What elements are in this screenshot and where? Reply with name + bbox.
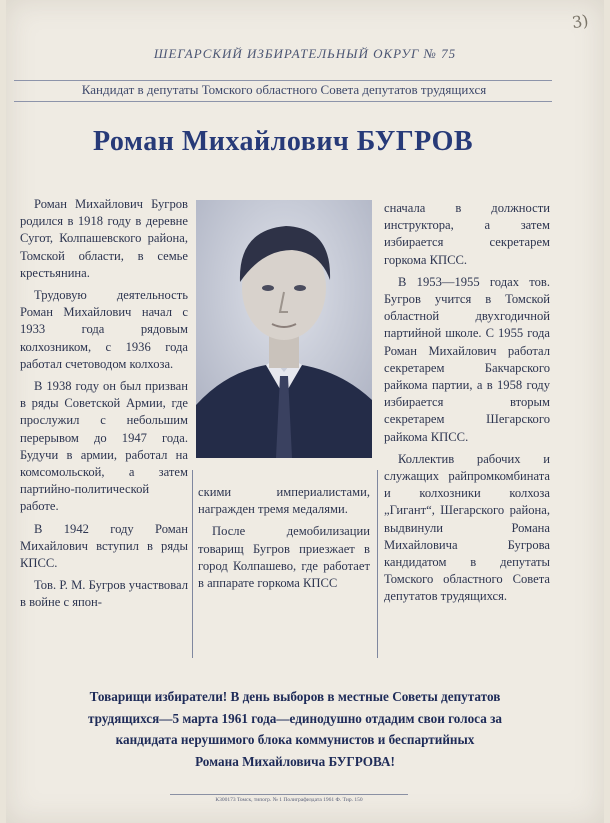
paragraph: В 1953—1955 годах тов. Бугров учится в Томской областной двухгодичной партийной школе. С 1955 года Роман Михайлович работал секретарем Бакчарского райкома партии, а в 1958 году избирается вторым секретарем Шегарского райкома КПСС. <box>384 274 550 444</box>
biography-column-2 <box>198 484 370 597</box>
divider <box>14 101 552 102</box>
appeal-line: трудящихся—5 марта 1961 года—единодушно отдадим свои голоса за <box>88 710 502 726</box>
column-divider <box>192 470 193 658</box>
appeal-to-voters <box>40 686 550 772</box>
biography-column-3 <box>384 200 550 611</box>
handwritten-mark: 3) <box>570 10 590 33</box>
appeal-line: Романа Михайловича БУГРОВА! <box>195 753 395 769</box>
paragraph: В 1938 году он был призван в ряды Советской Армии, где прослужил с небольшим перерывом до 1947 года. Будучи в армии, работал на комсомольской, а затем партийно-политической работе. <box>20 379 188 514</box>
column-divider <box>377 470 378 658</box>
printer-imprint: К300173 Томск, типогр. № 1 Полиграфиздата 1961 Ф. Тир. 150 <box>170 794 408 803</box>
candidacy-line: Кандидат в депутаты Томского областного Совета депутатов трудящихся <box>81 82 487 97</box>
paragraph: В 1942 году Роман Михайлович вступил в ряды КПСС. <box>20 521 188 571</box>
paragraph: После демобилизации товарищ Бугров приезжает в город Колпашево, где работает в аппарате горкома КПСС <box>198 524 370 591</box>
district-title: ШЕГАРСКИЙ ИЗБИРАТЕЛЬНЫЙ ОКРУГ № 75 <box>153 46 457 61</box>
paragraph: Трудовую деятельность Роман Михайлович начал с 1933 года рядовым колхозником, с 1936 года работал счетоводом колхоза. <box>20 288 188 371</box>
paragraph: Тов. Р. М. Бугров участвовал в войне с япон- <box>20 578 188 610</box>
paragraph: сначала в должности инструктора, а затем избирается секретарем горкома КПСС. <box>384 201 550 267</box>
appeal-line: кандидата нерушимого блока коммунистов и беспартийных <box>115 732 475 747</box>
paragraph: Роман Михайлович Бугров родился в 1918 году в деревне Сугот, Колпашевского района, Томской области, в семье крестьянина. <box>20 197 188 280</box>
biography-column-1 <box>20 196 188 617</box>
candidate-name: Роман Михайлович БУГРОВ <box>92 126 474 157</box>
appeal-line: Товарищи избиратели! В день выборов в местные Советы депутатов <box>89 689 501 704</box>
paragraph: скими империалистами, награжден тремя медалями. <box>198 485 370 517</box>
candidate-photo <box>196 200 372 458</box>
divider <box>14 80 552 81</box>
paragraph: Коллектив рабочих и служащих райпромкомбината и колхозники колхоза „Гигант“, Шегарского района, выдвинули Романа Михайловича Бугрова кандидатом в депутаты Томского областного Совета депутатов трудящихся. <box>384 451 550 604</box>
